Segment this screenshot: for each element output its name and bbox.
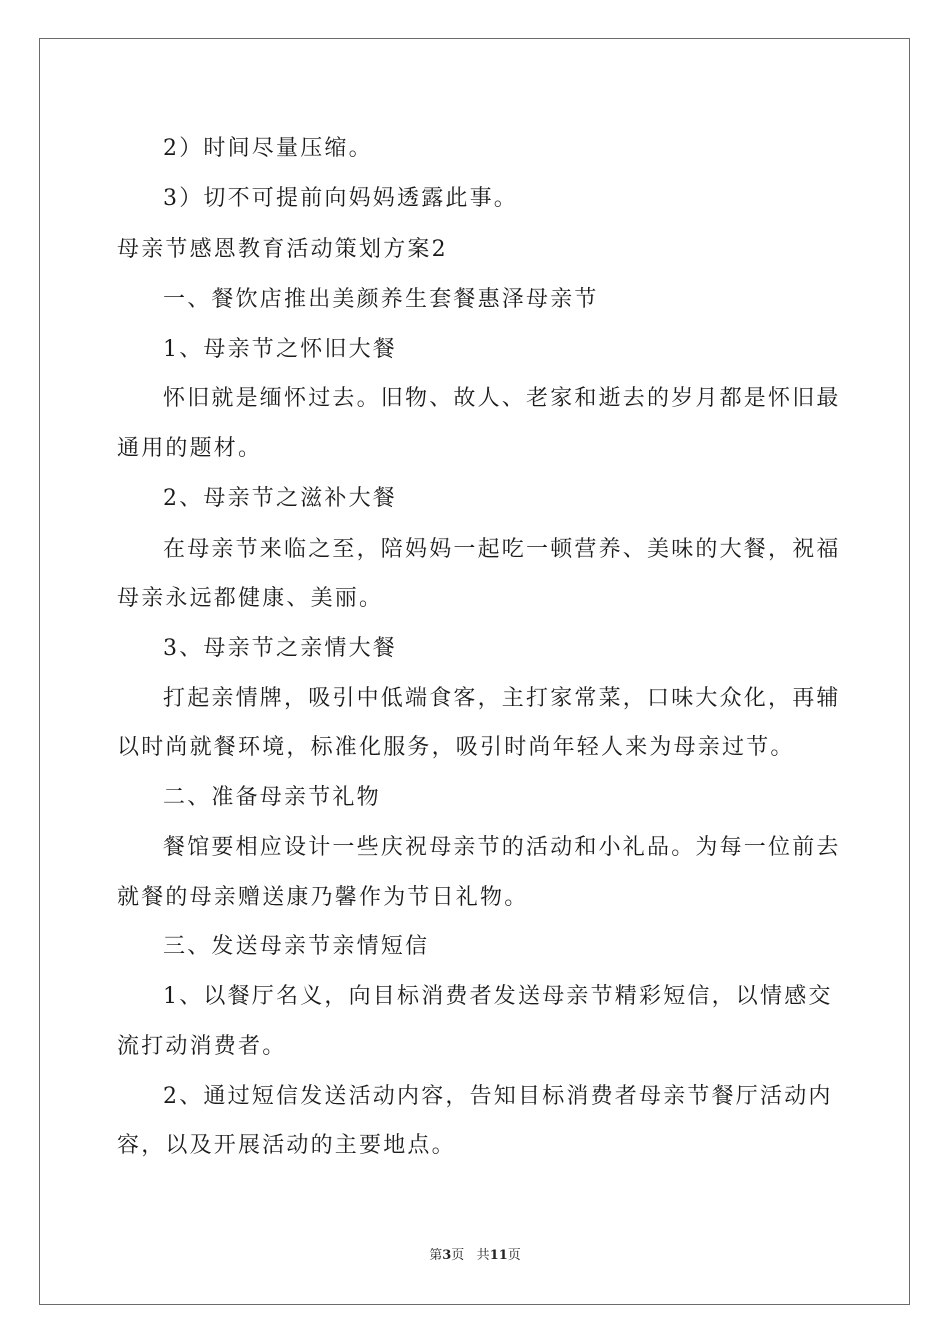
list-item-2: 2）时间尽量压缩。 — [163, 136, 373, 161]
paragraph-line: 流打动消费者。 — [117, 1034, 287, 1059]
paragraph-line: 母亲永远都健康、美丽。 — [117, 586, 384, 611]
total-pages: 11 — [489, 1248, 508, 1263]
total-prefix: 共 — [476, 1248, 490, 1263]
paragraph-line: 打起亲情牌，吸引中低端食客，主打家常菜，口味大众化，再辅 — [163, 686, 841, 711]
page-prefix: 第 — [429, 1248, 443, 1263]
list-item-3: 3）切不可提前向妈妈透露此事。 — [163, 186, 518, 211]
subheading-3: 3、母亲节之亲情大餐 — [163, 636, 397, 661]
paragraph-line: 以时尚就餐环境，标准化服务，吸引时尚年轻人来为母亲过节。 — [117, 735, 795, 760]
paragraph-line: 容，以及开展活动的主要地点。 — [117, 1133, 456, 1158]
page-footer — [0, 1244, 950, 1263]
heading-two: 二、准备母亲节礼物 — [163, 785, 381, 810]
page-suffix: 页 — [451, 1248, 465, 1263]
paragraph-line: 怀旧就是缅怀过去。旧物、故人、老家和逝去的岁月都是怀旧最 — [163, 386, 841, 411]
paragraph-line: 2、通过短信发送活动内容，告知目标消费者母亲节餐厅活动内 — [163, 1084, 833, 1109]
paragraph-line: 餐馆要相应设计一些庆祝母亲节的活动和小礼品。为每一位前去 — [163, 835, 841, 860]
paragraph-line: 1、以餐厅名义，向目标消费者发送母亲节精彩短信，以情感交 — [163, 984, 833, 1009]
subheading-2: 2、母亲节之滋补大餐 — [163, 486, 397, 511]
paragraph-line: 就餐的母亲赠送康乃馨作为节日礼物。 — [117, 885, 529, 910]
heading-three: 三、发送母亲节亲情短信 — [163, 934, 430, 959]
paragraph-line: 在母亲节来临之至，陪妈妈一起吃一顿营养、美味的大餐，祝福 — [163, 537, 841, 562]
section-title: 母亲节感恩教育活动策划方案2 — [117, 237, 448, 262]
page-number: 3 — [442, 1248, 452, 1263]
total-suffix: 页 — [507, 1248, 521, 1263]
subheading-1: 1、母亲节之怀旧大餐 — [163, 337, 397, 362]
heading-one: 一、餐饮店推出美颜养生套餐惠泽母亲节 — [163, 287, 599, 312]
page-border — [39, 38, 910, 1305]
paragraph-line: 通用的题材。 — [117, 436, 263, 461]
